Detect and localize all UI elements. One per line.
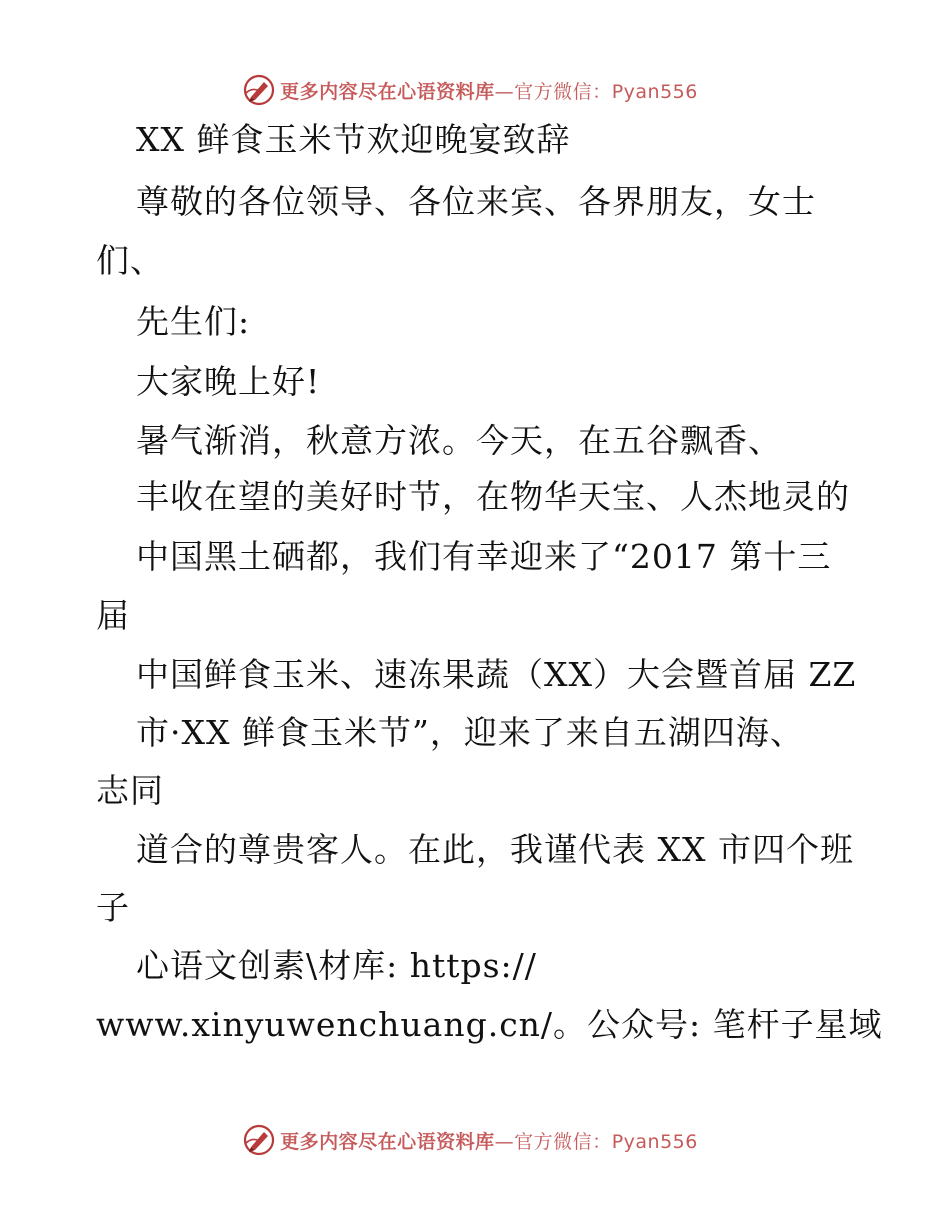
watermark-group [242,1123,698,1157]
text-line: 道合的尊贵客人。在此，我谨代表 XX 市四个班 [136,830,854,869]
text-line: 们、 [96,241,164,280]
watermark-wechat-label: 官方微信： [514,80,612,103]
text-line: www.xinyuwenchuang.cn/。公众号: 笔杆子星域 [96,1005,883,1044]
watermark-site: 更多内容尽在心语资料库 [280,1130,495,1153]
text-line: 市·XX 鲜食玉米节”，迎来了来自五湖四海、 [136,713,804,752]
watermark-dash: — [494,80,515,103]
text-line: 尊敬的各位领导、各位来宾、各界朋友，女士 [136,182,816,221]
watermark-text [280,77,698,104]
text-line: 大家晚上好! [136,362,321,401]
text-line: 志同 [96,771,164,810]
footer-watermark [0,1120,950,1160]
text-line: 丰收在望的美好时节，在物华天宝、人杰地灵的 [136,477,850,516]
watermark-wechat-label: 官方微信： [514,1130,612,1153]
pen-logo-icon [242,73,276,107]
pen-logo-icon [242,1123,276,1157]
document-title: XX 鲜食玉米节欢迎晚宴致辞 [136,120,571,159]
text-line: 暑气渐消，秋意方浓。今天，在五谷飘香、 [136,421,782,460]
watermark-wechat-id: Pyan556 [611,1130,698,1153]
watermark-dash: — [494,1130,515,1153]
text-line: 子 [96,888,130,927]
watermark-text [280,1127,698,1154]
watermark-group [242,73,698,107]
text-line: 中国鲜食玉米、速冻果蔬（XX）大会暨首届 ZZ [136,655,857,694]
text-line: 先生们: [136,302,251,341]
watermark-wechat-id: Pyan556 [611,80,698,103]
text-line: 中国黑土硒都，我们有幸迎来了“2017 第十三 [136,537,832,576]
header-watermark [0,70,950,110]
text-line: 届 [96,596,130,635]
text-line: 心语文创素\材库: https:// [136,946,537,985]
watermark-site: 更多内容尽在心语资料库 [280,80,495,103]
